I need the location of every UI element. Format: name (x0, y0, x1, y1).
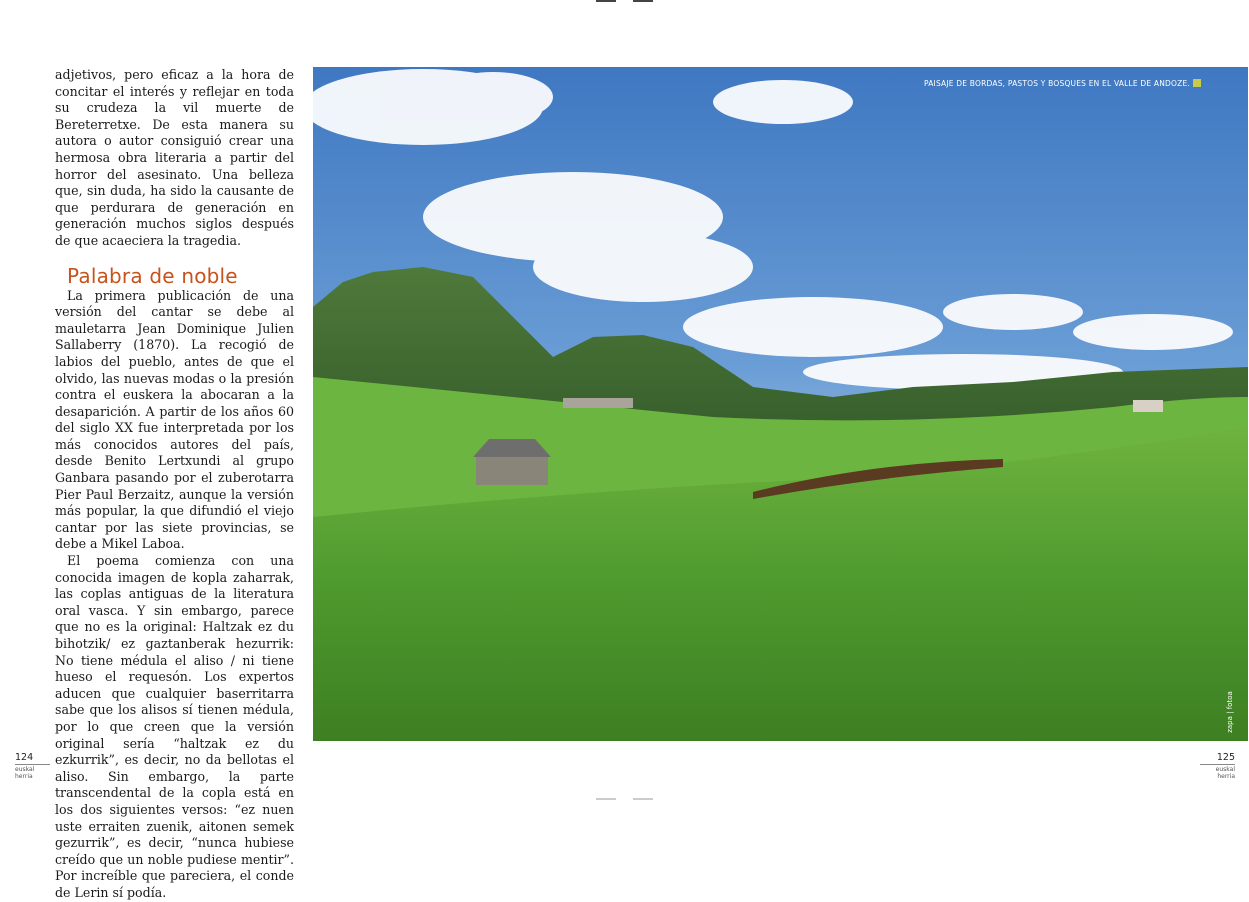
paragraph-2: La primera publicación de una versión del cantar se debe al mauletarra Jean Dominique Julien Sallaberry (1870). La recogió de labios del pueblo, antes de que el olvido, las nuevas modas o la presión contra el euskera la abocaran a la desaparición. A partir de los años 60 del siglo XX fue interpretada por los más conocidos autores del país, desde Benito Lertxundi al grupo Ganbara pasando por el zuberotarra Pier Paul Berzaitz, aunque la versión más popular, la que difundió el viejo cantar por las siete provincias, se debe a Mikel Laboa. (55, 287, 294, 552)
paragraph-1: adjetivos, pero eficaz a la hora de concitar el interés y reflejar en toda su crudeza la vil muerte de Bereterretxe. De esta manera su autora o autor consiguió crear una hermosa obra literaria a partir del horror del asesinato. Una belleza que, sin duda, ha sido la causante de que perdurara de generación en generación muchos siglos después de que acaeciera la tragedia. (55, 67, 294, 248)
folio-left (15, 752, 50, 780)
page-number-left: 124 (15, 752, 34, 763)
folio-rule-right (1200, 764, 1235, 765)
crop-mark-top-right (633, 0, 653, 2)
farmhouse (473, 439, 551, 485)
caption-square-icon (1193, 79, 1201, 87)
credit-text: zapa | fotoa (1225, 691, 1234, 733)
landscape-photo (313, 67, 1248, 741)
distant-barn (563, 398, 633, 408)
crop-mark-top-left (596, 0, 616, 2)
page-number-right: 125 (1216, 752, 1235, 763)
publication-right: euskal herria (1215, 766, 1235, 780)
photo-caption (924, 79, 1202, 88)
photo-credit (1227, 690, 1239, 735)
caption-text: PAISAJE DE BORDAS, PASTOS Y BOSQUES EN EL VALLE DE ANDOZE. (923, 79, 1190, 88)
section-heading: Palabra de noble (67, 263, 238, 288)
publication-left: euskal herria (15, 766, 35, 780)
landscape-illustration (313, 67, 1248, 741)
folio-rule-left (15, 764, 50, 765)
text-column (55, 67, 294, 902)
folio-right (1200, 752, 1235, 780)
paragraph-3: El poema comienza con una conocida imagen de kopla zaharrak, las coplas antiguas de la literatura oral vasca. Y sin embargo, parece que no es la original: Haltzak ez du bihotzik/ ez gaztanberak hezurrik: No tiene médula el aliso / ni tiene hueso el requesón. Los expertos aducen que cualquier baserritarra sabe que los alisos sí tienen médula, por lo que creen que la versión original sería “haltzak ez du ezkurrik”, es decir, no da bellotas el aliso. Sin embargo, la parte transcendental de la copla está en los dos siguientes versos: “ez nuen uste erraiten zuenik, aitonen semek gezurrik”, es decir, “nunca hubiese creído que un noble pudiese mentir”. Por increíble que pareciera, el conde de Lerin sí podía. (55, 553, 294, 900)
distant-house (1133, 400, 1163, 412)
